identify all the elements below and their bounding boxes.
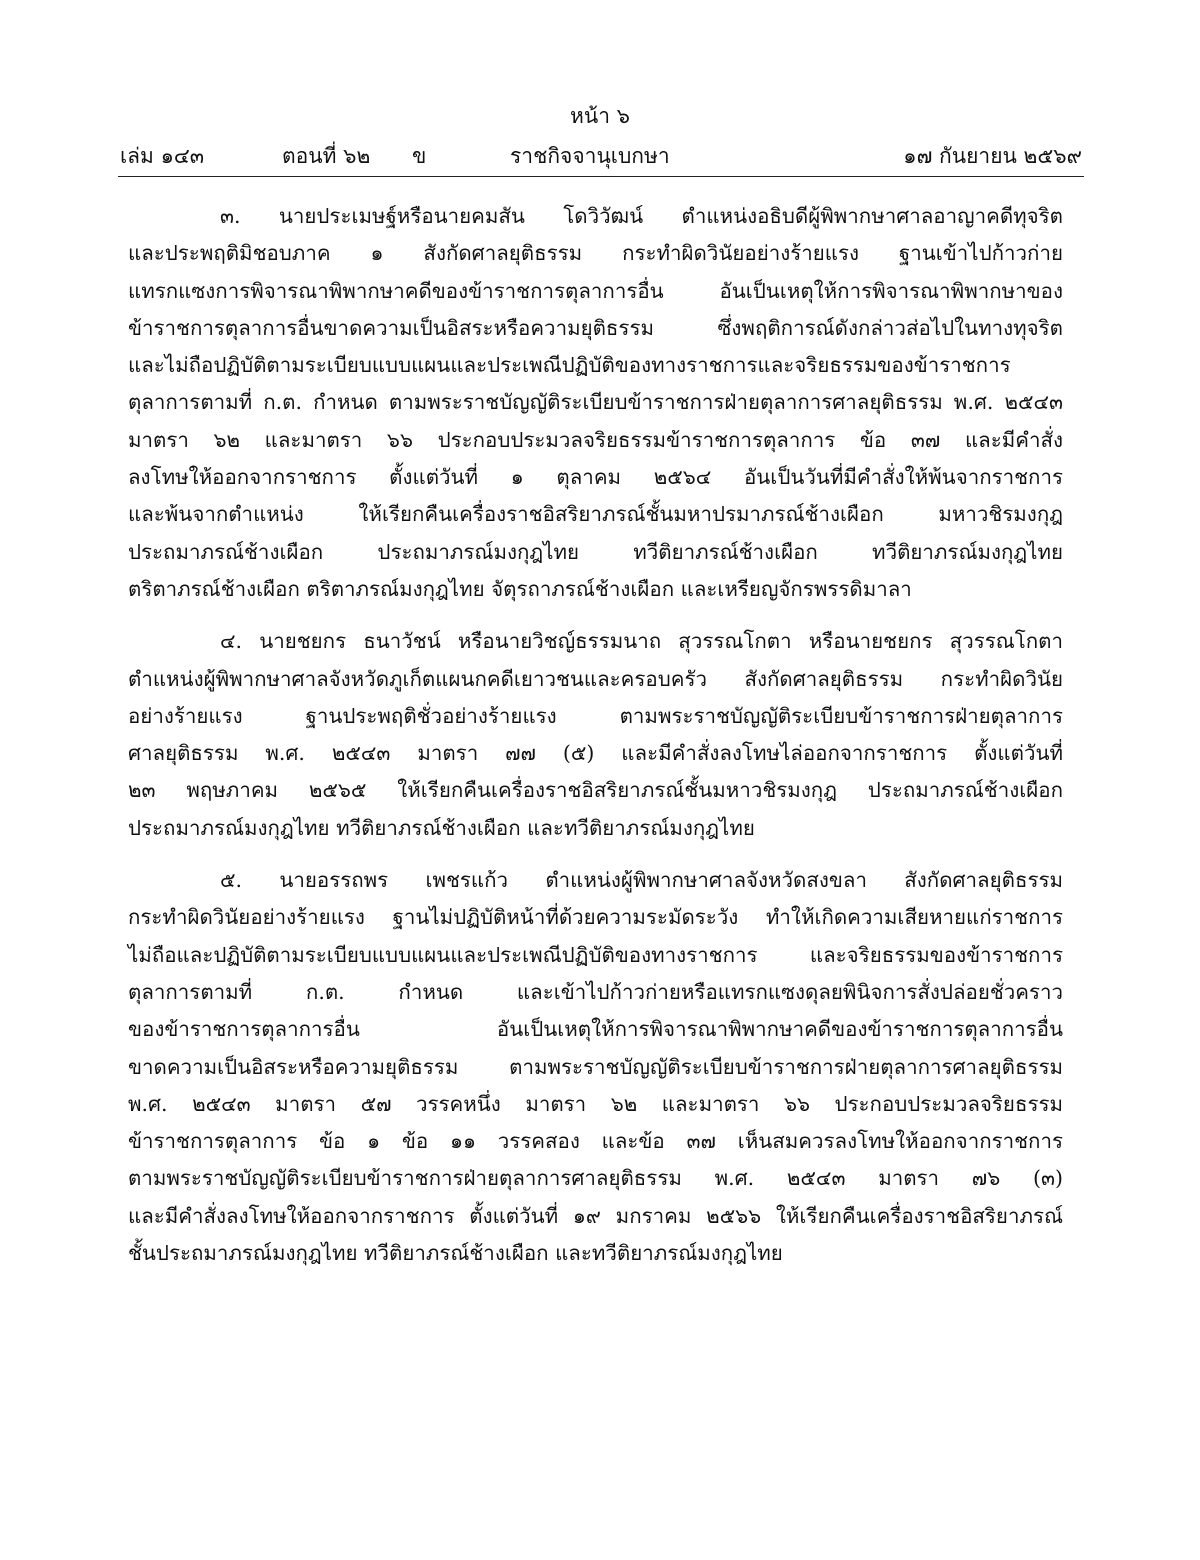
paragraph-gap [128, 608, 1063, 623]
paragraph-item-4 [128, 623, 1063, 847]
text-line: และมีคำสั่งลงโทษให้ออกจากราชการ ตั้งแต่วันที่ ๑๙ มกราคม ๒๕๖๖ ให้เรียกคืนเครื่องราชอิสริยาภรณ์ [128, 1203, 1063, 1228]
text-line: อย่างร้ายแรง ฐานประพฤติชั่วอย่างร้ายแรง ตามพระราชบัญญัติระเบียบข้าราชการฝ่ายตุลาการ [128, 703, 1063, 728]
issue-label: ตอนที่ ๖๒ [282, 144, 371, 168]
text-line: ไม่ถือและปฏิบัติตามระเบียบแบบแผนและประเพณีปฏิบัติของทางราชการ และจริยธรรมของข้าราชการ [128, 942, 1063, 967]
gazette-date: ๑๗ กันยายน ๒๕๖๙ [903, 144, 1082, 168]
section-label: ข [412, 144, 427, 168]
document-body [128, 198, 1063, 1272]
text-line: ๒๓ พฤษภาคม ๒๕๖๕ ให้เรียกคืนเครื่องราชอิสริยาภรณ์ชั้นมหาวชิรมงกุฎ ประถมาภรณ์ช้างเผือก [128, 778, 1063, 803]
page-number: หน้า ๖ [570, 104, 630, 128]
text-line: ศาลยุติธรรม พ.ศ. ๒๕๔๓ มาตรา ๗๗ (๕) และมีคำสั่งลงโทษไล่ออกจากราชการ ตั้งแต่วันที่ [128, 741, 1063, 766]
volume-label: เล่ม ๑๔๓ [120, 144, 205, 168]
text-line: ๔. นายชยกร ธนาวัชน์ หรือนายวิชญ์ธรรมนาถ สุวรรณโกตา หรือนายชยกร สุวรรณโกตา [220, 629, 1063, 654]
text-line: ตุลาการตามที่ ก.ต. กำหนด และเข้าไปก้าวก่ายหรือแทรกแซงดุลยพินิจการสั่งปล่อยชั่วคราว [128, 979, 1063, 1004]
text-line: ข้าราชการตุลาการ ข้อ ๑ ข้อ ๑๑ วรรคสอง และข้อ ๓๗ เห็นสมควรลงโทษให้ออกจากราชการ [128, 1129, 1063, 1154]
text-line: และพ้นจากตำแหน่ง ให้เรียกคืนเครื่องราชอิสริยาภรณ์ชั้นมหาปรมาภรณ์ช้างเผือก มหาวชิรมงกุฎ [128, 502, 1063, 527]
text-line: และไม่ถือปฏิบัติตามระเบียบแบบแผนและประเพณีปฏิบัติของทางราชการและจริยธรรมของข้าราชการ [128, 353, 1011, 378]
text-line: ข้าราชการตุลาการอื่นขาดความเป็นอิสระหรือความยุติธรรม ซึ่งพฤติการณ์ดังกล่าวส่อไปในทางทุจริต [128, 315, 1063, 340]
text-line: มาตรา ๖๒ และมาตรา ๖๖ ประกอบประมวลจริยธรรมข้าราชการตุลาการ ข้อ ๓๗ และมีคำสั่ง [128, 427, 1063, 452]
text-line: ชั้นประถมาภรณ์มงกุฎไทย ทวีติยาภรณ์ช้างเผือก และทวีติยาภรณ์มงกุฎไทย [128, 1241, 783, 1266]
text-line: แทรกแซงการพิจารณาพิพากษาคดีของข้าราชการตุลาการอื่น อันเป็นเหตุให้การพิจารณาพิพากษาของ [128, 278, 1063, 303]
text-line: ตุลาการตามที่ ก.ต. กำหนด ตามพระราชบัญญัติระเบียบข้าราชการฝ่ายตุลาการศาลยุติธรรม พ.ศ. ๒๕๔๓ [128, 390, 1063, 415]
text-line: ลงโทษให้ออกจากราชการ ตั้งแต่วันที่ ๑ ตุลาคม ๒๕๖๔ อันเป็นวันที่มีคำสั่งให้พ้นจากราชการ [128, 465, 1063, 490]
paragraph-gap [128, 847, 1063, 862]
header-rule [118, 176, 1084, 177]
text-line: และประพฤติมิชอบภาค ๑ สังกัดศาลยุติธรรม กระทำผิดวินัยอย่างร้ายแรง ฐานเข้าไปก้าวก่าย [128, 241, 1063, 266]
paragraph-item-5 [128, 862, 1063, 1272]
paragraph-item-3 [128, 198, 1063, 608]
text-line: ประถมาภรณ์มงกุฎไทย ทวีติยาภรณ์ช้างเผือก และทวีติยาภรณ์มงกุฎไทย [128, 815, 755, 840]
text-line: ขาดความเป็นอิสระหรือความยุติธรรม ตามพระราชบัญญัติระเบียบข้าราชการฝ่ายตุลาการศาลยุติธรรม [128, 1054, 1063, 1079]
text-line: พ.ศ. ๒๕๔๓ มาตรา ๕๗ วรรคหนึ่ง มาตรา ๖๒ และมาตรา ๖๖ ประกอบประมวลจริยธรรม [128, 1091, 1063, 1116]
text-line: ของข้าราชการตุลาการอื่น อันเป็นเหตุให้การพิจารณาพิพากษาคดีของข้าราชการตุลาการอื่น [128, 1017, 1063, 1042]
gazette-name: ราชกิจจานุเบกษา [510, 144, 670, 168]
text-line: ๓. นายประเมษฐ์หรือนายคมสัน โดวิวัฒน์ ตำแหน่งอธิบดีผู้พิพากษาศาลอาญาคดีทุจริต [220, 204, 1063, 228]
text-line: ๕. นายอรรถพร เพชรแก้ว ตำแหน่งผู้พิพากษาศาลจังหวัดสงขลา สังกัดศาลยุติธรรม [220, 868, 1063, 893]
text-line: ตำแหน่งผู้พิพากษาศาลจังหวัดภูเก็ตแผนกคดีเยาวชนและครอบครัว สังกัดศาลยุติธรรม กระทำผิดวินัย [128, 666, 1063, 691]
text-line: ตามพระราชบัญญัติระเบียบข้าราชการฝ่ายตุลาการศาลยุติธรรม พ.ศ. ๒๕๔๓ มาตรา ๗๖ (๓) [128, 1166, 1063, 1191]
text-line: กระทำผิดวินัยอย่างร้ายแรง ฐานไม่ปฏิบัติหน้าที่ด้วยความระมัดระวัง ทำให้เกิดความเสียหายแก่ราชการ [128, 905, 1063, 930]
text-line: ตริตาภรณ์ช้างเผือก ตริตาภรณ์มงกุฎไทย จัตุรถาภรณ์ช้างเผือก และเหรียญจักรพรรดิมาลา [128, 576, 912, 601]
text-line: ประถมาภรณ์ช้างเผือก ประถมาภรณ์มงกุฎไทย ทวีติยาภรณ์ช้างเผือก ทวีติยาภรณ์มงกุฎไทย [128, 539, 1063, 564]
